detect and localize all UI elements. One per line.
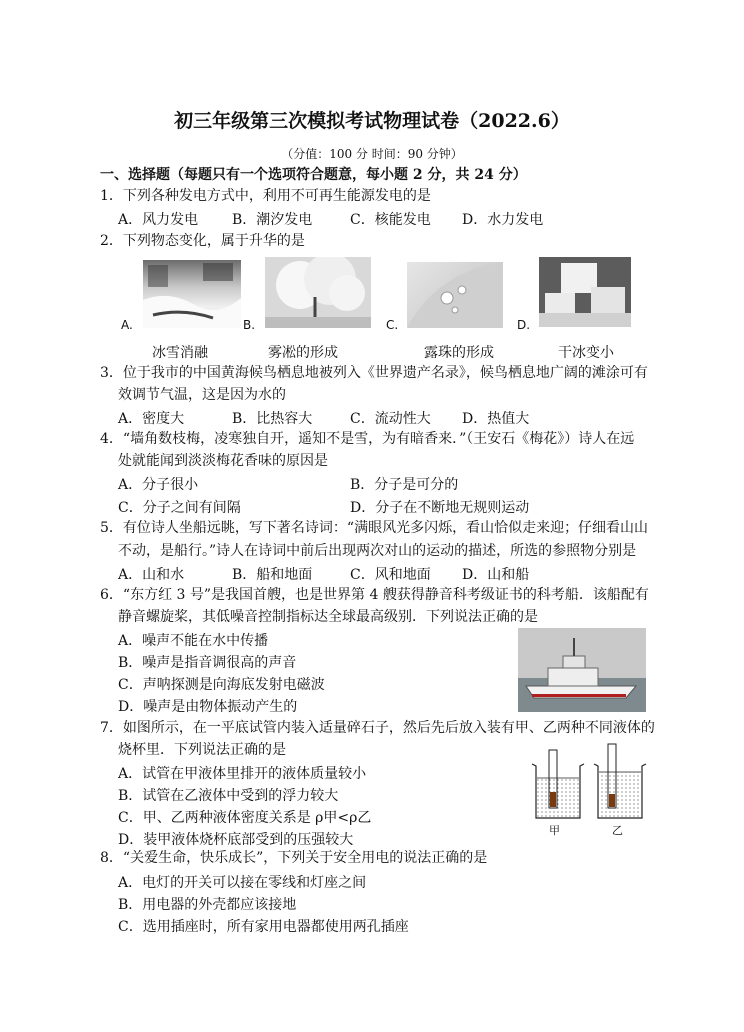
q1-stem: 1．下列各种发电方式中，利用不可再生能源发电的是 <box>100 188 431 204</box>
q1-option-d: D．水力发电 <box>462 212 544 228</box>
q3-stem-line1: 3．位于我市的中国黄海候鸟栖息地被列入《世界遗产名录》，候鸟栖息地广阔的滩涂可有 <box>100 365 648 381</box>
beaker-label-jia: 甲 <box>549 824 560 837</box>
q7-option-b: B．试管在乙液体中受到的浮力较大 <box>118 788 339 804</box>
q4-option-d: D．分子在不断地无规则运动 <box>350 500 530 516</box>
page-subtitle: （分值：100 分 时间：90 分钟） <box>281 147 463 161</box>
q6-option-a: A．噪声不能在水中传播 <box>118 633 269 649</box>
beaker-diagram <box>528 742 652 834</box>
q4-option-a: A．分子很小 <box>118 477 199 493</box>
beaker-label-yi: 乙 <box>612 824 623 837</box>
q2-stem: 2．下列物态变化，属于升华的是 <box>100 233 305 249</box>
q8-option-a: A．电灯的开关可以接在零线和灯座之间 <box>118 875 367 891</box>
q4-stem-line2: 处就能闻到淡淡梅花香味的原因是 <box>118 453 328 469</box>
q3-option-a: A．密度大 <box>118 411 185 427</box>
page-title: 初三年级第三次模拟考试物理试卷（2022.6） <box>174 110 570 132</box>
q8-stem: 8．“关爱生命，快乐成长”，下列关于安全用电的说法正确的是 <box>100 850 488 866</box>
q7-option-c: C．甲、乙两种液体密度关系是 ρ甲<ρ乙 <box>118 810 372 826</box>
q6-option-b: B．噪声是指音调很高的声音 <box>118 655 297 671</box>
dry-ice-image <box>539 257 631 327</box>
q3-option-d: D．热值大 <box>462 411 530 427</box>
q5-option-d: D．山和船 <box>462 567 530 583</box>
q6-option-d: D．噪声是由物体振动产生的 <box>118 699 298 715</box>
q8-option-c: C．选用插座时，所有家用电器都使用两孔插座 <box>118 919 409 935</box>
dewdrop-image <box>407 262 503 328</box>
research-ship-image <box>518 628 646 712</box>
q2-label-c: C. <box>386 318 399 332</box>
section-heading: 一、选择题（每题只有一个选项符合题意，每小题 2 分，共 24 分） <box>100 167 527 183</box>
q2-label-a: A. <box>121 318 133 332</box>
q3-option-c: C．流动性大 <box>350 411 431 427</box>
q1-option-b: B．潮汐发电 <box>232 212 313 228</box>
melting-snow-image <box>143 260 241 328</box>
q6-stem-line2: 静音螺旋桨，其低噪音控制指标达全球最高级别．下列说法正确的是 <box>118 609 538 625</box>
q7-option-a: A．试管在甲液体里排开的液体质量较小 <box>118 766 367 782</box>
q1-option-c: C．核能发电 <box>350 212 431 228</box>
q4-stem-line1: 4．“墙角数枝梅，凌寒独自开，遥知不是雪，为有暗香来．”（王安石《梅花》）诗人在远 <box>100 431 635 447</box>
q5-stem-line2: 不动，是船行。”诗人在诗词中前后出现两次对山的运动的描述，所选的参照物分别是 <box>118 543 637 559</box>
q4-option-c: C．分子之间有间隔 <box>118 500 241 516</box>
q3-stem-line2: 效调节气温，这是因为水的 <box>118 387 286 403</box>
q2-label-b: B. <box>243 318 256 332</box>
q1-option-a: A．风力发电 <box>118 212 199 228</box>
q5-option-b: B．船和地面 <box>232 567 313 583</box>
q4-option-b: B．分子是可分的 <box>350 477 459 493</box>
q2-label-d: D. <box>517 318 531 332</box>
q3-option-b: B．比热容大 <box>232 411 313 427</box>
q5-option-a: A．山和水 <box>118 567 185 583</box>
q5-option-c: C．风和地面 <box>350 567 431 583</box>
q6-stem-line1: 6．“东方红 3 号”是我国首艘，也是世界第 4 艘获得静音科考级证书的科考船．该船配有 <box>100 587 649 603</box>
q6-option-c: C．声呐探测是向海底发射电磁波 <box>118 677 325 693</box>
q7-stem-line2: 烧杯里．下列说法正确的是 <box>118 742 286 758</box>
q2-caption-d: 干冰变小 <box>558 345 614 361</box>
q2-caption-a: 冰雪消融 <box>152 345 208 361</box>
rime-tree-image <box>265 257 371 328</box>
q2-caption-b: 雾凇的形成 <box>268 345 338 361</box>
q5-stem-line1: 5．有位诗人坐船远眺，写下著名诗词：“满眼风光多闪烁，看山恰似走来迎；仔细看山山 <box>100 520 649 536</box>
q8-option-b: B．用电器的外壳都应该接地 <box>118 897 297 913</box>
q7-option-d: D．装甲液体烧杯底部受到的压强较大 <box>118 832 354 848</box>
q7-stem-line1: 7．如图所示，在一平底试管内装入适量碎石子，然后先后放入装有甲、乙两种不同液体的 <box>100 720 655 736</box>
q2-caption-c: 露珠的形成 <box>424 345 494 361</box>
